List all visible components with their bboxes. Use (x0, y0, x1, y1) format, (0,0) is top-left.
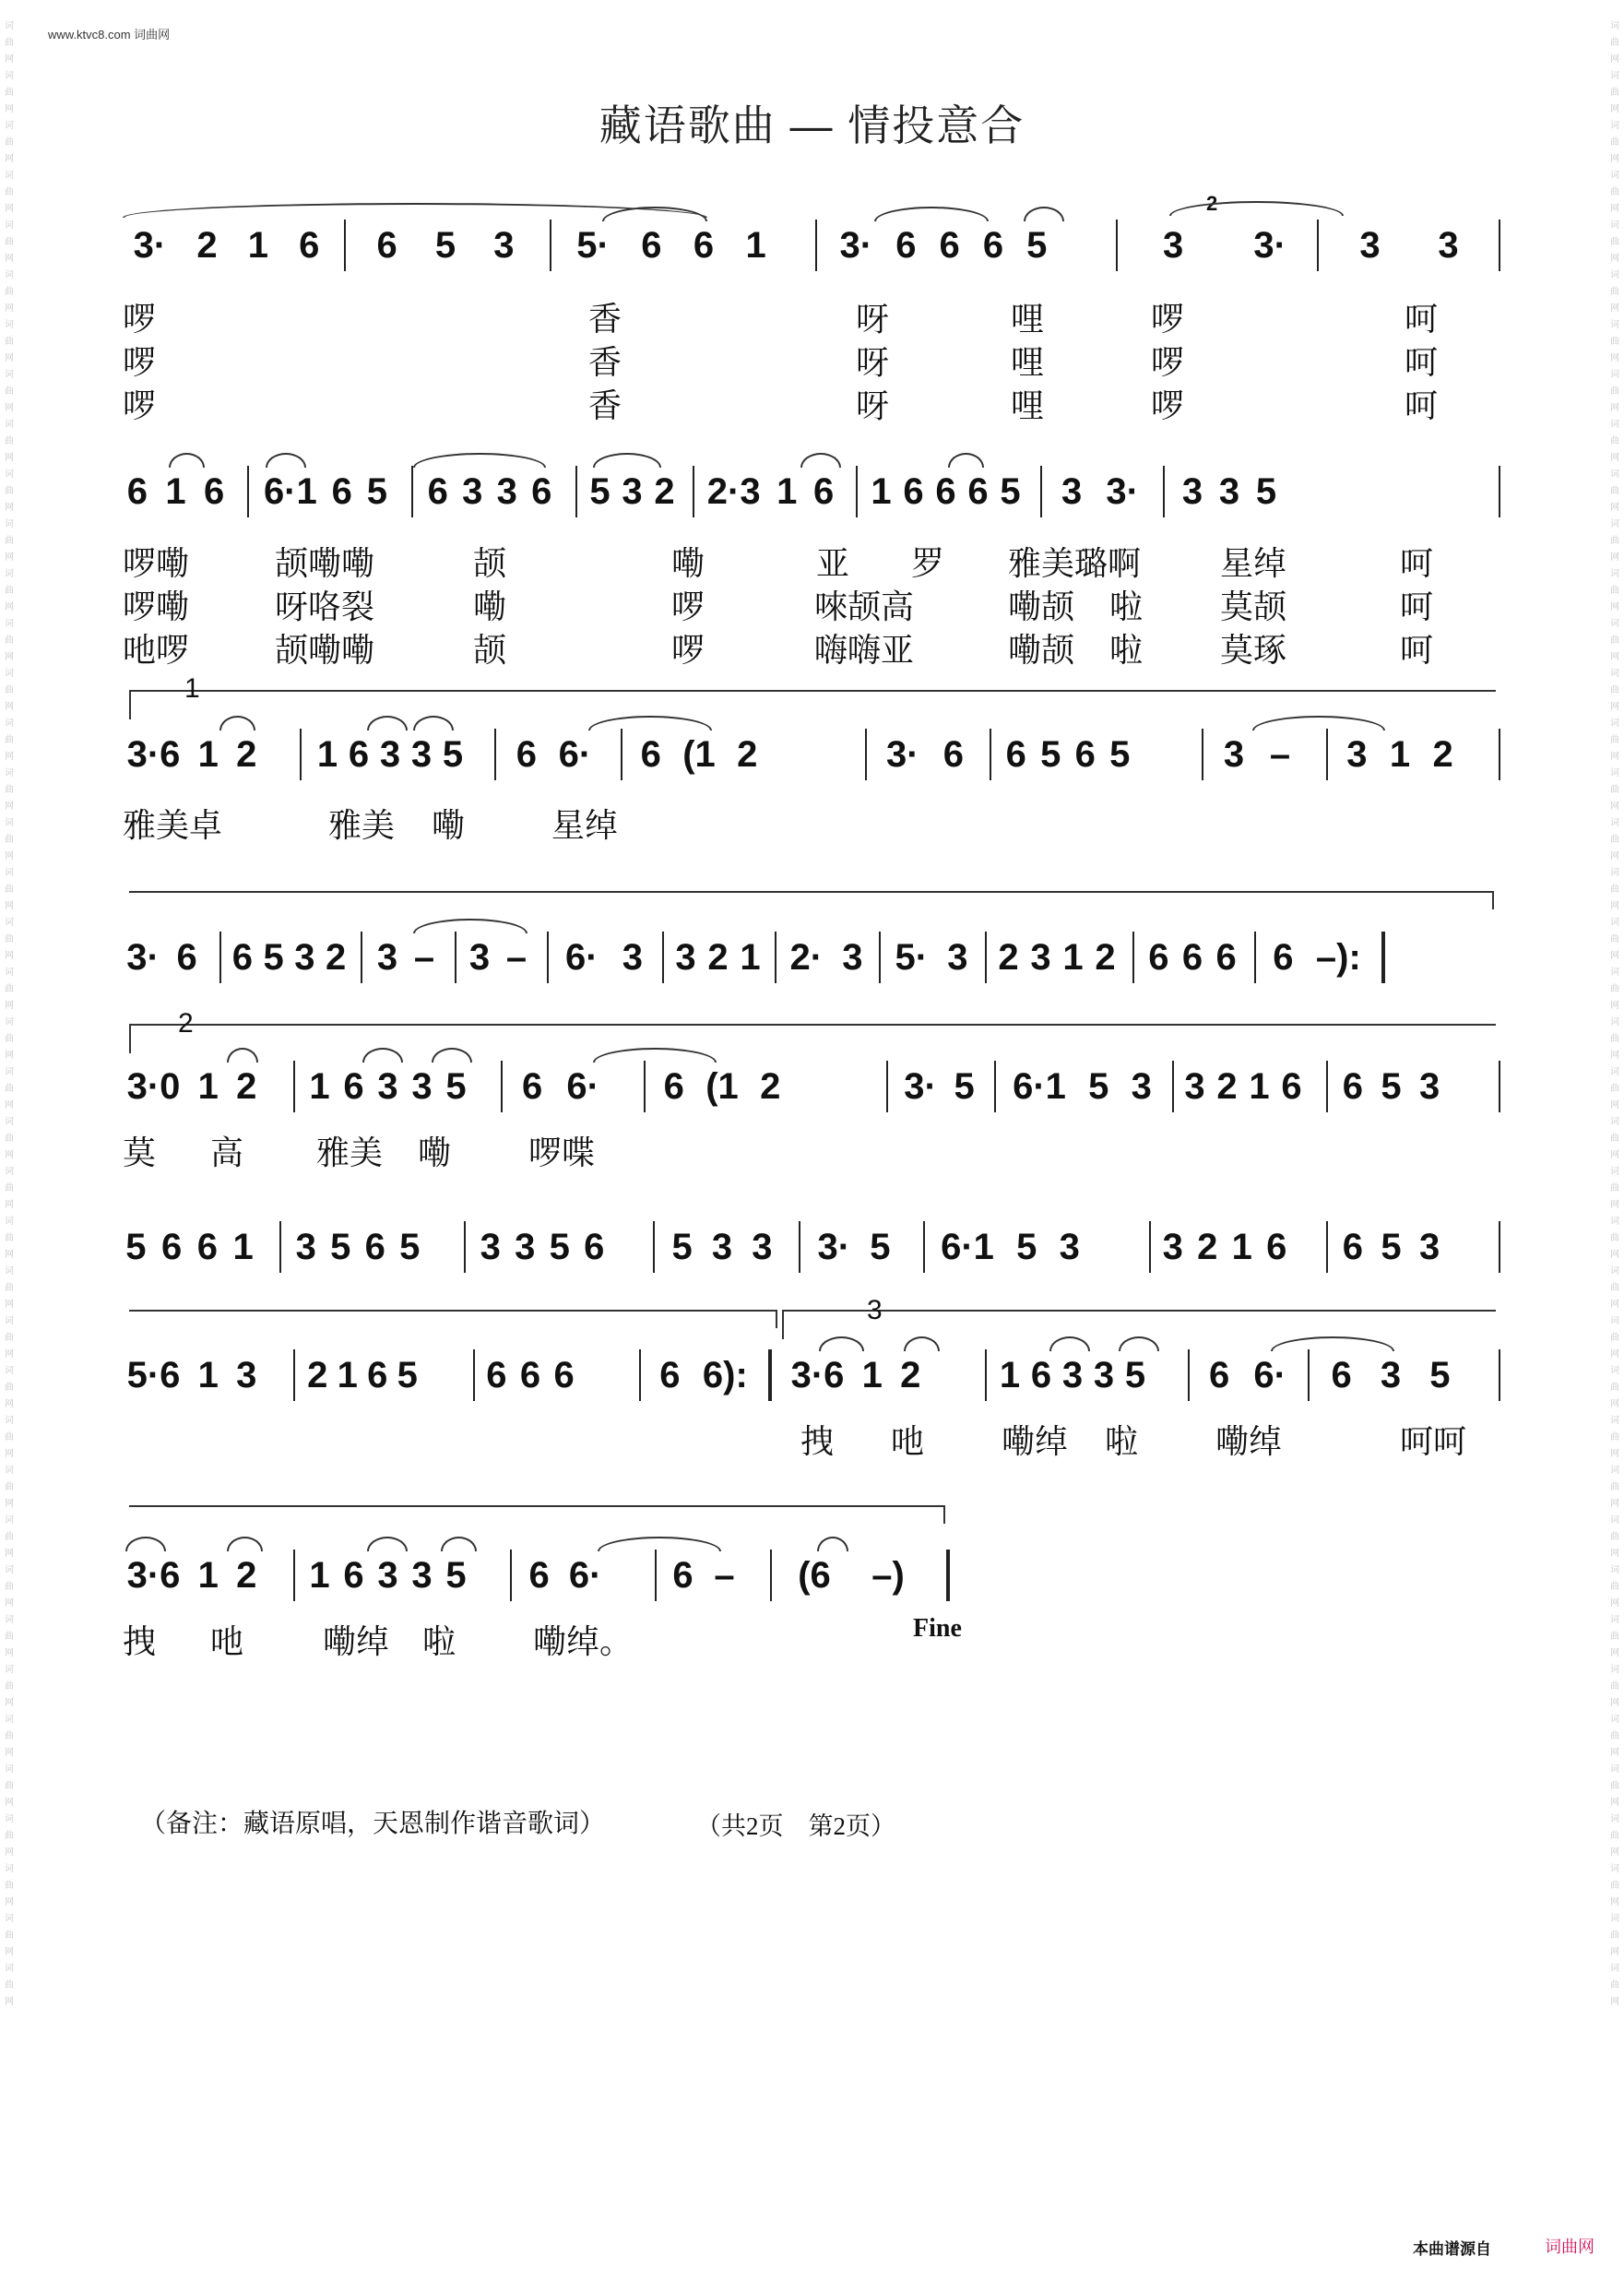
measure: 3· 2 1 6 (133, 224, 320, 266)
measure: 6 6): (659, 1354, 748, 1395)
site-url: www.ktvc8.com 词曲网 (48, 28, 171, 42)
lyric-line: 啰 香 呀 哩 啰 呵 (123, 386, 1439, 424)
measure: 2 3 1 2 (998, 936, 1116, 978)
lyric-line: 啰 香 呀 哩 啰 呵 (123, 300, 1439, 338)
measure: 6 6 6 (1148, 936, 1237, 978)
measure: 3 5 6 5 (295, 1226, 421, 1267)
measure: 6 6· (528, 1554, 602, 1596)
measure: 6 6 6 (486, 1354, 575, 1395)
measure: 3· 6 6 6 5 (839, 224, 1048, 266)
measure: 3 – (376, 936, 435, 978)
measure: 3·6 1 2 (126, 733, 257, 775)
staff-system-5 (118, 1053, 1501, 1118)
measure: 5·6 1 3 (126, 1354, 257, 1395)
measure: 6 1 6 (126, 470, 225, 512)
lyric-line: 啰嘞 呀咯裂 嘞 啰 唻颉高 嘞颉 啦 莫颉 呵 (123, 588, 1434, 625)
measure: 6 3 5 (1331, 1354, 1451, 1395)
measure: 6·1 5 3 (1013, 1065, 1152, 1107)
grace-note: 2 (1206, 192, 1218, 215)
fine-mark: Fine (913, 1614, 962, 1643)
lyric-line: 拽 吔 嘞绰 啦 嘞绰。 (123, 1622, 634, 1660)
measure: 5 6 6 1 (125, 1226, 254, 1267)
system-rule (129, 1310, 777, 1312)
lyric-line: 拽 吔 嘞绰 啦 嘞绰 呵呵 (800, 1422, 1467, 1460)
measure: 1 6 3 3 5 (309, 1554, 467, 1596)
measure: 3 – (1223, 733, 1291, 775)
measure: 1 6 3 3 5 (309, 1065, 467, 1107)
measure: 6 – (672, 1554, 735, 1596)
measure: 6 5 3 (1342, 1226, 1440, 1267)
measure: 3 3 (1359, 224, 1459, 266)
volta-bracket-2 (129, 1024, 1496, 1053)
measure: 5 3 3 (671, 1226, 773, 1267)
measure: 3·6 1 2 (126, 1554, 257, 1596)
staff-system-2 (118, 458, 1501, 523)
measure: 6 5 3 2 (231, 936, 347, 978)
staff-system-1 (118, 192, 1501, 277)
measure: 6 6· (516, 733, 592, 775)
measure: 6 5 3 (1342, 1065, 1440, 1107)
measure: 6 (1 2 (663, 1065, 781, 1107)
measure: 1 6 6 6 5 (871, 470, 1021, 512)
lyric-line: 雅美卓 雅美 嘞 星绰 (123, 806, 619, 844)
staff-system-3 (118, 721, 1501, 786)
measure: 6 3 3 6 (427, 470, 552, 512)
volta-bracket-1 (129, 690, 1496, 719)
measure: 3 – (468, 936, 528, 978)
measure: 3· 6 (886, 733, 964, 775)
lyric-line: 啰嘞 颉嘞嘞 颉 嘞 亚 罗 雅美璐啊 星绰 呵 (123, 544, 1434, 582)
measure: 6 6· (522, 1065, 599, 1107)
footer-brand: 词曲网 (1545, 2238, 1594, 2256)
measure: 5· 6 6 1 (576, 224, 766, 266)
lyric-line: 吔啰 颉嘞嘞 颉 啰 嗨嗨亚 嘞颉 啦 莫琢 呵 (123, 631, 1434, 669)
measure: 3 2 1 6 (1162, 1226, 1287, 1267)
measure: 6 (1 2 (640, 733, 758, 775)
song-title: 藏语歌曲 — 情投意合 (599, 101, 1025, 149)
footer-source: 本曲谱源自 (1413, 2240, 1491, 2258)
measure: 3 3 5 (1181, 470, 1277, 512)
lyric-line: 莫 高 雅美 嘞 啰喋 (123, 1134, 596, 1171)
staff-system-7 (118, 1342, 1501, 1407)
measure: 3 3 5 6 (480, 1226, 605, 1267)
measure: 6· 3 (565, 936, 643, 978)
measure: 6 6· (1209, 1354, 1286, 1395)
measure: 6·1 5 3 (941, 1226, 1080, 1267)
volta-label: 1 (184, 673, 200, 704)
volta-label: 3 (867, 1295, 883, 1325)
measure: 3· 6 (126, 936, 197, 978)
measure: 3·6 1 2 (790, 1354, 921, 1395)
measure: 3 2 1 6 (1184, 1065, 1302, 1107)
measure: 6·1 6 5 (263, 470, 388, 512)
volta-label: 2 (178, 1008, 194, 1039)
lyric-line: 啰 香 呀 哩 啰 呵 (123, 343, 1439, 381)
measure: 2·3 1 6 (706, 470, 835, 512)
volta-bracket-3 (782, 1310, 1496, 1339)
measure: 3 3· (1061, 470, 1139, 512)
measure: (6 –) (798, 1554, 905, 1596)
staff-system-6 (118, 1214, 1501, 1278)
measure: 3·0 1 2 (126, 1065, 257, 1107)
measure: 5 3 2 (589, 470, 675, 512)
staff-system-8 (118, 1542, 1501, 1607)
side-watermark-left: 词曲网词曲网词曲网词曲网词曲网词曲网词曲网词曲网词曲网词曲网词曲网词曲网词曲网词曲网词曲网词曲网词曲网词曲网词曲网词曲网词曲网词曲网词曲网词曲网词曲网词曲网词曲网词曲网词曲网词曲网词曲网词曲网词曲网词曲网词曲网词曲网词曲网词曲网词曲网词曲网 (5, 21, 14, 2007)
remark: （备注：藏语原唱，天恩制作谐音歌词） (140, 1809, 606, 1837)
measure: 1 6 3 3 5 (316, 733, 464, 775)
measure: 3 3· (1163, 224, 1286, 266)
staff-system-4 (118, 924, 1501, 989)
measure: 1 6 3 3 5 (999, 1354, 1146, 1395)
side-watermark-right: 词曲网词曲网词曲网词曲网词曲网词曲网词曲网词曲网词曲网词曲网词曲网词曲网词曲网词曲网词曲网词曲网词曲网词曲网词曲网词曲网词曲网词曲网词曲网词曲网词曲网词曲网词曲网词曲网词曲网词曲网词曲网词曲网词曲网词曲网词曲网词曲网词曲网词曲网词曲网词曲网 (1610, 21, 1619, 2007)
page-indicator: （共2页 第2页） (696, 1812, 895, 1840)
measure: 3 2 1 (675, 936, 761, 978)
measure: 6 5 6 5 (1005, 733, 1131, 775)
system-rule (129, 1505, 945, 1507)
system-rule (129, 891, 1494, 893)
measure: 3· 5 (817, 1226, 891, 1267)
measure: 3· 5 (904, 1065, 975, 1107)
measure: 3 1 2 (1346, 733, 1453, 775)
measure: 2· 3 (789, 936, 863, 978)
measure: 6 –): (1273, 936, 1361, 978)
measure: 2 1 6 5 (307, 1354, 418, 1395)
measure: 6 5 3 (376, 224, 515, 266)
measure: 5· 3 (895, 936, 968, 978)
